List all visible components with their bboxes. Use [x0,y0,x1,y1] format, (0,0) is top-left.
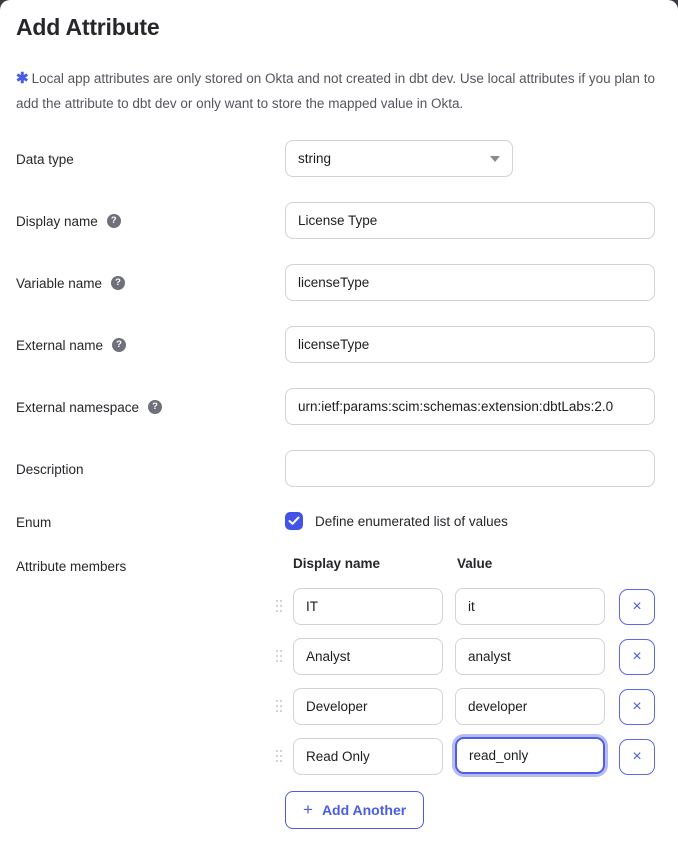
data-type-select[interactable] [285,140,513,177]
checkmark-icon [288,516,300,526]
add-another-button[interactable] [285,791,424,829]
external-name-label: External name ? [16,337,126,353]
help-icon[interactable]: ? [111,276,125,290]
chevron-down-icon [490,156,500,162]
display-name-input[interactable] [285,202,655,239]
drag-handle-icon[interactable] [276,650,284,664]
asterisk-icon: ✱ [16,70,29,87]
attribute-members-label: Attribute members [16,558,127,574]
local-attribute-note [16,66,666,116]
add-another-label: Add Another [321,802,407,818]
help-icon[interactable]: ? [107,214,121,228]
member-display-name-input[interactable] [293,738,443,775]
variable-name-input[interactable] [285,264,655,301]
help-icon[interactable]: ? [148,400,162,414]
help-icon[interactable]: ? [112,338,126,352]
drag-handle-icon[interactable] [276,600,284,614]
data-type-label: Data type [16,151,74,167]
external-namespace-input[interactable] [285,388,655,425]
remove-row-button[interactable]: × [619,739,655,775]
description-label: Description [16,461,84,477]
drag-handle-icon[interactable] [276,750,284,764]
member-value-input-focused[interactable] [455,737,605,774]
external-namespace-label: External namespace ? [16,399,162,415]
drag-handle-icon[interactable] [276,700,284,714]
variable-name-label: Variable name ? [16,275,125,291]
data-type-selected-value: string [298,151,332,166]
note-text: Local app attributes are only stored on Okta and not created in dbt dev. Use local attributes if you plan to add the attribute to dbt dev or only want to store the mapped value in Okta. [16,71,655,111]
enum-checkbox[interactable] [285,512,303,530]
enum-label: Enum [16,514,52,530]
enum-checkbox-label: Define enumerated list of values [315,513,508,529]
member-display-name-input[interactable] [293,688,443,725]
external-name-input[interactable] [285,326,655,363]
plus-icon: + [303,800,313,819]
description-input[interactable] [285,450,655,487]
column-header-value: Value [457,556,493,571]
column-header-display-name: Display name [293,556,381,571]
member-value-input[interactable] [455,588,605,625]
remove-row-button[interactable]: × [619,639,655,675]
display-name-label: Display name ? [16,213,121,229]
member-display-name-input[interactable] [293,638,443,675]
member-value-input[interactable] [455,688,605,725]
page-title: Add Attribute [16,14,160,40]
member-display-name-input[interactable] [293,588,443,625]
member-value-input[interactable] [455,638,605,675]
remove-row-button[interactable]: × [619,689,655,725]
remove-row-button[interactable]: × [619,589,655,625]
